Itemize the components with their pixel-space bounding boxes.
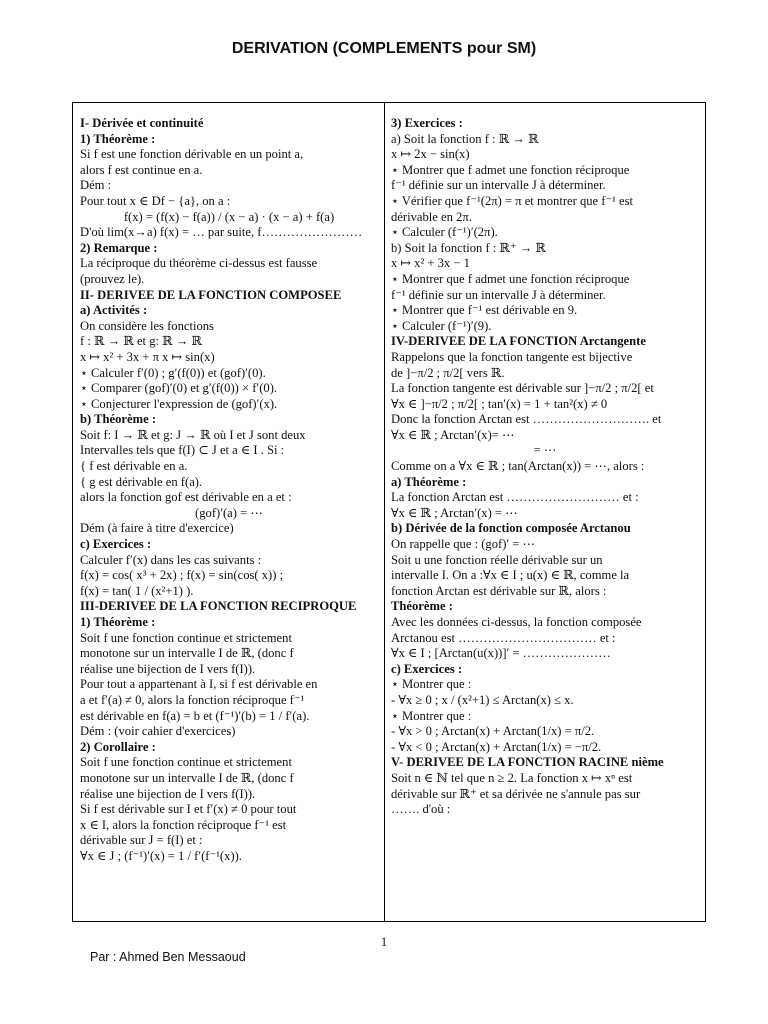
left-line: Intervalles tels que f(I) ⊂ J et a ∈ I . Si :: [80, 443, 285, 458]
right-line: ∀x ∈ I ; [Arctan(u(x))]′ = …………………: [391, 646, 611, 661]
right-line: fonction Arctan est dérivable sur ℝ, alors :: [391, 583, 607, 598]
left-line: I- Dérivée et continuité: [80, 116, 204, 130]
right-line: b) Dérivée de la fonction composée Arctanou: [391, 521, 631, 536]
right-line: Rappelons que la fonction tangente est bijective: [391, 349, 633, 364]
left-line: ⋆ Conjecturer l'expression de (gof)′(x).: [80, 396, 278, 411]
author-line: Par : Ahmed Ben Messaoud: [90, 950, 246, 964]
left-line: ∀x ∈ J ; (f⁻¹)′(x) = 1 / f′(f⁻¹(x)).: [80, 848, 242, 863]
right-line: a) Soit la fonction f : ℝ → ℝ: [391, 131, 539, 146]
left-line: ⋆ Comparer (gof)′(0) et g′(f(0)) × f′(0).: [80, 381, 278, 396]
left-line: La réciproque du théorème ci-dessus est fausse: [80, 256, 318, 271]
right-line: = ⋯: [533, 443, 557, 458]
right-line: ∀x ∈ ℝ ; Arctan′(x)= ⋯: [391, 427, 515, 442]
left-line: Dém :: [80, 178, 112, 193]
right-line: x ↦ 2x − sin(x): [391, 147, 470, 162]
right-line: ⋆ Calculer (f⁻¹)′(2π).: [391, 225, 498, 240]
right-line: ⋆ Montrer que f⁻¹ est dérivable en 9.: [391, 303, 578, 318]
right-line: ⋆ Montrer que :: [391, 677, 472, 692]
right-line: - ∀x < 0 ; Arctan(x) + Arctan(1/x) = −π/2.: [391, 739, 602, 754]
left-line: Dém (à faire à titre d'exercice): [80, 521, 234, 536]
right-line: V- DERIVEE DE LA FONCTION RACINE nième: [391, 755, 664, 770]
left-line: Dém : (voir cahier d'exercices): [80, 724, 236, 739]
left-line: III-DERIVEE DE LA FONCTION RECIPROQUE: [80, 599, 357, 614]
left-line: f(x) = (f(x) − f(a)) / (x − a) · (x − a) + f(a): [123, 209, 335, 224]
right-line: f⁻¹ définie sur un intervalle J à déterminer.: [391, 178, 606, 193]
right-line: 3) Exercices :: [391, 116, 463, 130]
left-line: x ↦ x² + 3x + π x ↦ sin(x): [80, 349, 215, 364]
left-line: (prouvez le).: [80, 271, 145, 286]
left-line: alors f est continue en a.: [80, 162, 203, 177]
left-line: { g est dérivable en f(a).: [80, 474, 203, 489]
right-line: intervalle I. On a :∀x ∈ I ; u(x) ∈ ℝ, comme la: [391, 568, 630, 583]
right-line: dérivable en 2π.: [391, 209, 472, 224]
right-line: ⋆ Montrer que :: [391, 708, 472, 723]
right-line: x ↦ x² + 3x − 1: [391, 256, 470, 271]
left-line: { f est dérivable en a.: [80, 459, 188, 474]
right-line: La fonction Arctan est ……………………… et :: [391, 490, 639, 505]
left-line: Soit f une fonction continue et strictement: [80, 755, 292, 770]
left-line: c) Exercices :: [80, 537, 152, 552]
left-line: a) Activités :: [80, 303, 148, 318]
right-line: Comme on a ∀x ∈ ℝ ; tan(Arctan(x)) = ⋯, alors :: [391, 459, 645, 474]
right-line: - ∀x > 0 ; Arctan(x) + Arctan(1/x) = π/2.: [391, 724, 595, 739]
left-line: f(x) = tan( 1 / (x²+1) ).: [80, 583, 194, 598]
right-line: Soit n ∈ ℕ tel que n ≥ 2. La fonction x ↦ xⁿ est: [391, 770, 633, 785]
left-line: Pour tout x ∈ Df − {a}, on a :: [80, 193, 231, 208]
right-line: Soit u une fonction réelle dérivable sur un: [391, 552, 603, 567]
right-line: b) Soit la fonction f : ℝ⁺ → ℝ: [391, 240, 546, 255]
right-line: ∀x ∈ ℝ ; Arctan′(x) = ⋯: [391, 505, 518, 520]
left-line: Si f est dérivable sur I et f′(x) ≠ 0 pour tout: [80, 802, 297, 817]
right-line: ⋆ Vérifier que f⁻¹(2π) = π et montrer que f⁻¹ est: [391, 193, 634, 208]
left-line: 2) Remarque :: [80, 240, 158, 255]
right-line: ⋆ Montrer que f admet une fonction réciproque: [391, 162, 630, 177]
right-line: dérivable sur ℝ⁺ et sa dérivée ne s'annule pas sur: [391, 786, 641, 801]
right-line: ∀x ∈ ]−π/2 ; π/2[ ; tan′(x) = 1 + tan²(x) ≠ 0: [391, 396, 608, 411]
left-line: monotone sur un intervalle I de ℝ, (donc f: [80, 770, 294, 785]
left-line: alors la fonction gof est dérivable en a et :: [80, 490, 292, 505]
left-line: D'où lim(x→a) f(x) = … par suite, f……………………: [80, 225, 363, 240]
left-line: Si f est une fonction dérivable en un point a,: [80, 147, 304, 162]
left-line: est dérivable en f(a) = b et (f⁻¹)′(b) = 1 / f′(a).: [80, 708, 310, 723]
right-line: Arctanou est …………………………… et :: [391, 630, 616, 645]
left-line: Soit f: I → ℝ et g: J → ℝ où I et J sont deux: [80, 427, 306, 442]
left-line: x ∈ I, alors la fonction réciproque f⁻¹ est: [80, 817, 287, 832]
left-line: (gof)′(a) = ⋯: [195, 505, 263, 520]
left-line: II- DERIVEE DE LA FONCTION COMPOSEE: [80, 287, 342, 302]
left-line: b) Théorème :: [80, 412, 157, 427]
left-line: réalise une bijection de I vers f(I)).: [80, 786, 256, 801]
right-line: c) Exercices :: [391, 661, 463, 676]
left-line: a et f′(a) ≠ 0, alors la fonction réciproque f⁻¹: [80, 692, 305, 707]
right-line: - ∀x ≥ 0 ; x / (x²+1) ≤ Arctan(x) ≤ x.: [391, 692, 574, 707]
right-line: f⁻¹ définie sur un intervalle J à déterminer.: [391, 287, 606, 302]
page-title: DERIVATION (COMPLEMENTS pour SM): [231, 40, 537, 57]
right-line: IV-DERIVEE DE LA FONCTION Arctangente: [391, 334, 646, 349]
column-divider: [384, 102, 385, 922]
left-line: Soit f une fonction continue et strictement: [80, 630, 292, 645]
left-line: Calculer f′(x) dans les cas suivants :: [80, 552, 262, 567]
left-line: réalise une bijection de I vers f(I)).: [80, 661, 256, 676]
right-line: La fonction tangente est dérivable sur ]−π/2 ; π/2[ et: [391, 381, 654, 396]
left-line: f : ℝ → ℝ et g: ℝ → ℝ: [80, 334, 202, 349]
right-line: a) Théorème :: [391, 474, 467, 489]
right-column: [391, 116, 699, 818]
right-line: Donc la fonction Arctan est ………………………. et: [391, 412, 662, 427]
left-line: monotone sur un intervalle I de ℝ, (donc f: [80, 646, 294, 661]
right-line: Théorème :: [391, 599, 453, 614]
right-line: ⋆ Montrer que f admet une fonction réciproque: [391, 271, 630, 286]
left-line: dérivable sur J = f(I) et :: [80, 833, 203, 848]
left-line: 1) Théorème :: [80, 131, 156, 146]
left-line: Pour tout a appartenant à I, si f est dérivable en: [80, 677, 318, 692]
left-line: On considère les fonctions: [80, 318, 214, 333]
left-line: 2) Corollaire :: [80, 739, 156, 754]
left-line: f(x) = cos( x³ + 2x) ; f(x) = sin(cos( x)) ;: [80, 568, 284, 583]
right-line: ⋆ Calculer (f⁻¹)′(9).: [391, 318, 492, 333]
right-line: ……. d'où :: [391, 802, 451, 817]
left-line: 1) Théorème :: [80, 615, 156, 629]
left-column: [80, 116, 378, 865]
left-line: ⋆ Calculer f′(0) ; g′(f(0)) et (gof)′(0).: [80, 365, 266, 380]
right-line: On rappelle que : (gof)′ = ⋯: [391, 537, 536, 552]
right-line: de ]−π/2 ; π/2[ vers ℝ.: [391, 365, 505, 380]
page-number: 1: [380, 934, 388, 949]
right-line: Avec les données ci-dessus, la fonction composée: [391, 615, 642, 629]
